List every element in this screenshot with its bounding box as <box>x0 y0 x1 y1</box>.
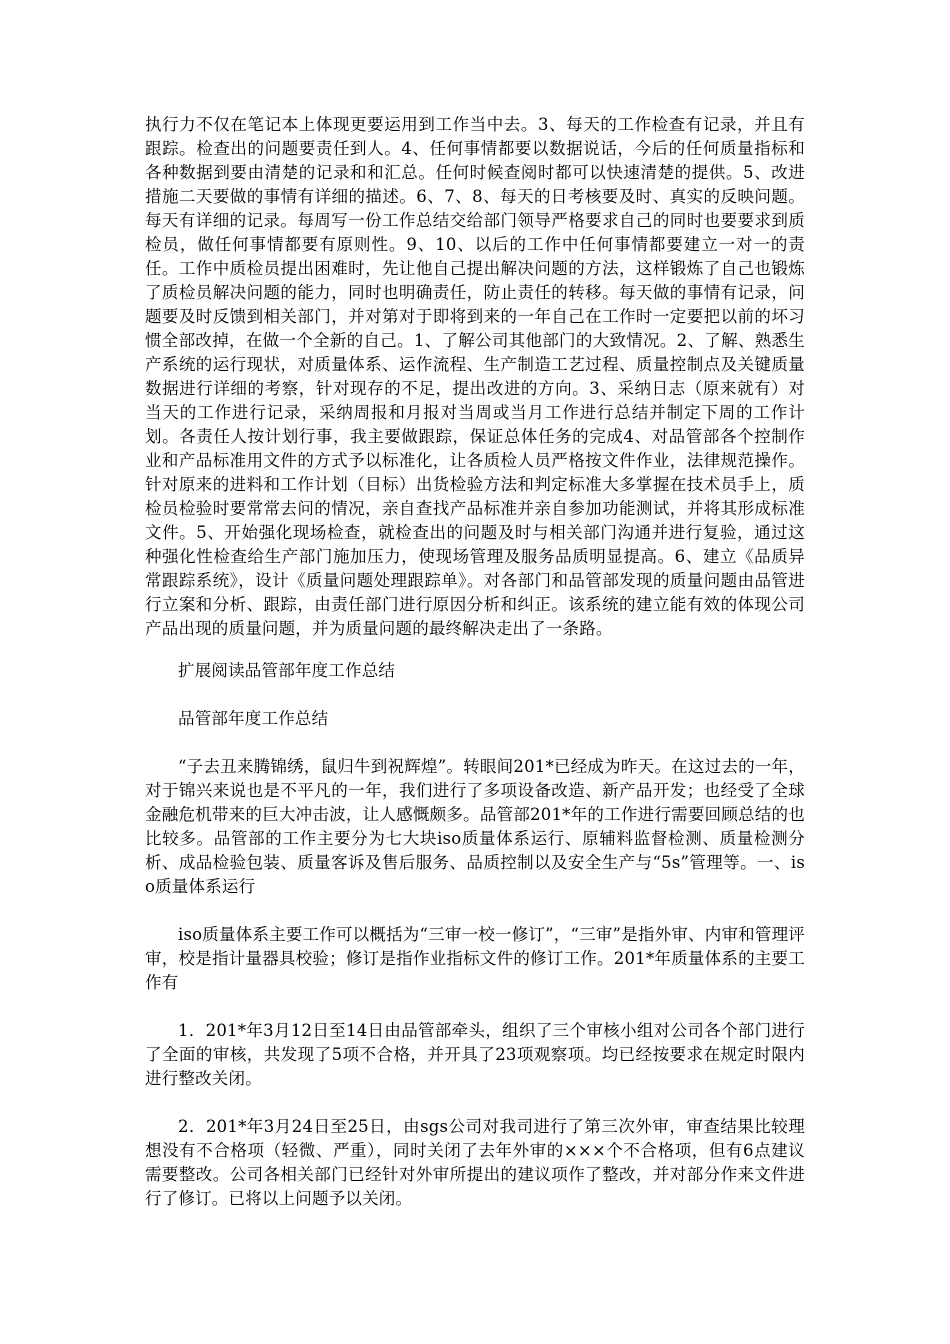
paragraph-item-2: 2．201*年3月24日至25日，由sgs公司对我司进行了第三次外审，审查结果比较理想没有不合格项（轻微、严重），同时关闭了去年外审的×××个不合格项，但有6点建议需要整改。公司各相关部门已经针对外审所提出的建议项作了整改，并对部分作来文件进行了修订。已将以上问题予以关闭。 <box>145 1117 805 1208</box>
paragraph-work-measures: 执行力不仅在笔记本上体现更要运用到工作当中去。3、每天的工作检查有记录，并且有跟踪。检查出的问题要责任到人。4、任何事情都要以数据说话，今后的任何质量指标和各种数据到要由清楚的记录和和汇总。任何时候查阅时都可以快速清楚的提供。5、改进措施二天要做的事情有详细的描述。6、7、8、每天的日考核要及时、真实的反映问题。每天有详细的记录。每周写一份工作总结交给部门领导严格要求自己的同时也要要求到质检员，做任何事情都要有原则性。9、10、以后的工作中任何事情都要建立一对一的责任。工作中质检员提出困难时，先让他自己提出解决问题的方法，这样锻炼了自己也锻炼了质检员解决问题的能力，同时也明确责任，防止责任的转移。每天做的事情有记录，问题要及时反馈到相关部门，并对第对于即将到来的一年自己在工作时一定要把以前的坏习惯全部改掉，在做一个全新的自己。1、了解公司其他部门的大致情况。2、了解、熟悉生产系统的运行现状，对质量体系、运作流程、生产制造工艺过程、质量控制点及关键质量数据进行详细的考察，针对现存的不足，提出改进的方向。3、采纳日志（原来就有）对当天的工作进行记录，采纳周报和月报对当周或当月工作进行总结并制定下周的工作计划。各责任人按计划行事，我主要做跟踪，保证总体任务的完成4、对品管部各个控制作业和产品标准用文件的方式予以标准化，让各质检人员严格按文件作业，法律规范操作。针对原来的进料和工作计划（目标）出货检验方法和判定标准大多掌握在技术员手上，质检员检验时要常常去问的情况，亲自查找产品标准并亲自参加功能测试，并将其形成标准文件。5、开始强化现场检查，就检查出的问题及时与相关部门沟通并进行复验，通过这种强化性检查给生产部门施加压力，使现场管理及服务品质明显提高。6、建立《品质异常跟踪系统》，设计《质量问题处理跟踪单》。对各部门和品管部发现的质量问题由品管进行立案和分析、跟踪，由责任部门进行原因分析和纠正。该系统的建立能有效的体现公司产品出现的质量问题，并为质量问题的最终解决走出了一条路。 <box>145 115 805 638</box>
paragraph-intro: “子去丑来腾锦绣，鼠归牛到祝辉煌”。转眼间201*已经成为昨天。在这过去的一年，对于锦兴来说也是不平凡的一年，我们进行了多项设备改造、新产品开发；也经受了全球金融危机带来的巨大冲击波，让人感慨颇多。品管部201*年的工作进行需要回顾总结的也比较多。品管部的工作主要分为七大块iso质量体系运行、原辅料监督检测、质量检测分析、成品检验包装、质量客诉及售后服务、品质控制以及安全生产与“5s”管理等。一、iso质量体系运行 <box>145 757 805 896</box>
document-body <box>145 113 805 1235</box>
paragraph-item-1: 1．201*年3月12日至14日由品管部牵头，组织了三个审核小组对公司各个部门进行了全面的审核，共发现了5项不合格，并开具了23项观察项。均已经按要求在规定时限内进行整改关闭。 <box>145 1021 805 1088</box>
paragraph-iso-summary: iso质量体系主要工作可以概括为“三审一校一修订”，“三审”是指外审、内审和管理评审，校是指计量器具校验；修订是指作业指标文件的修订工作。201*年质量体系的主要工作有 <box>145 925 805 992</box>
extended-reading-heading: 扩展阅读品管部年度工作总结 <box>178 661 396 680</box>
section-title: 品管部年度工作总结 <box>178 709 329 728</box>
